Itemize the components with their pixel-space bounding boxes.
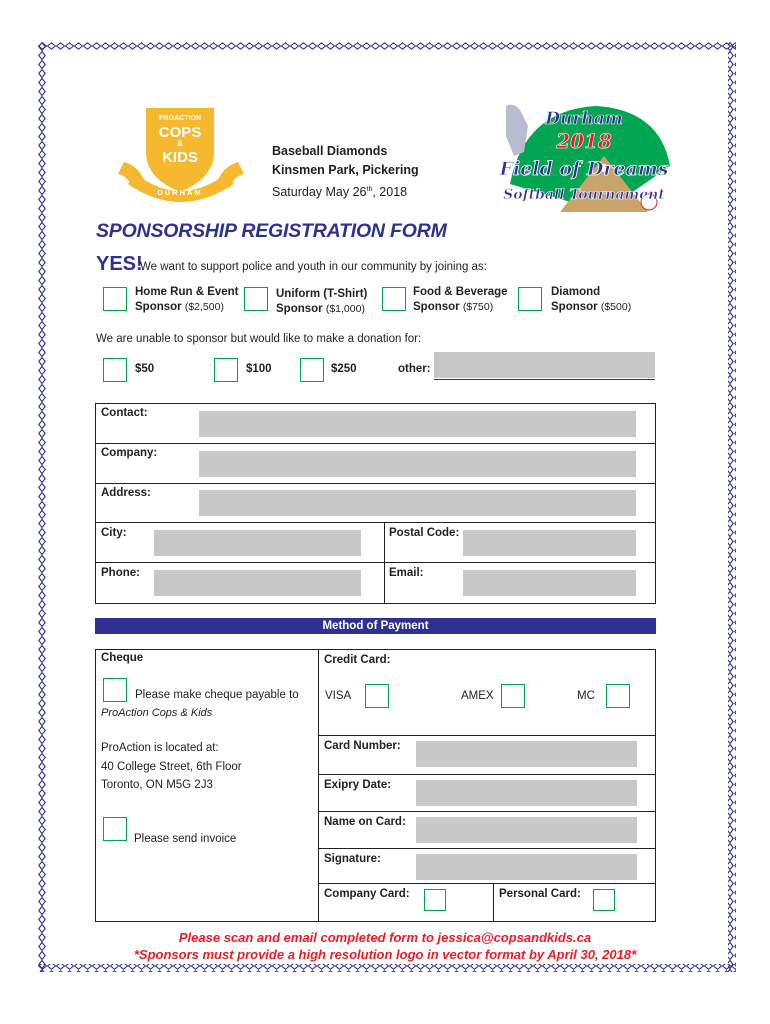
location-line2: 40 College Street, 6th Floor [101, 761, 242, 773]
donation-250-label: $250 [331, 363, 357, 375]
venue-line2: Kinsmen Park, Pickering [272, 163, 419, 177]
donation-100-label: $100 [246, 363, 272, 375]
donation-other-label: other: [398, 363, 431, 375]
invoice-label: Please send invoice [134, 833, 237, 845]
donation-50-checkbox[interactable] [103, 358, 127, 382]
mc-checkbox[interactable] [606, 684, 630, 708]
personal-card-label: Personal Card: [499, 888, 581, 900]
expiry-input[interactable] [416, 780, 637, 806]
yes-description: We want to support police and youth in our community by joining as: [140, 261, 487, 273]
donation-100-checkbox[interactable] [214, 358, 238, 382]
food-beverage-sponsor-label: Food & Beverage Sponsor ($750) [413, 286, 508, 313]
donation-250-checkbox[interactable] [300, 358, 324, 382]
invoice-checkbox[interactable] [103, 817, 127, 841]
visa-checkbox[interactable] [365, 684, 389, 708]
footer-logo-requirement: *Sponsors must provide a high resolution logo in vector format by April 30, 2018* [133, 947, 637, 962]
cheque-label: Cheque [101, 652, 144, 664]
form-title: SPONSORSHIP REGISTRATION FORM [96, 220, 447, 242]
cheque-payee: ProAction Cops & Kids [101, 707, 213, 719]
home-run-sponsor-checkbox[interactable] [103, 287, 127, 311]
credit-card-label: Credit Card: [324, 654, 391, 666]
svg-text:2018: 2018 [556, 129, 612, 153]
signature-label: Signature: [324, 853, 381, 865]
name-on-card-input[interactable] [416, 817, 637, 843]
cops-and-kids-logo [118, 104, 244, 202]
donation-other-underline [434, 379, 655, 380]
contact-input[interactable] [199, 411, 636, 437]
field-of-dreams-logo [484, 96, 684, 222]
company-card-label: Company Card: [324, 888, 410, 900]
svg-text:COPS: COPS [158, 124, 202, 141]
amex-checkbox[interactable] [501, 684, 525, 708]
location-line1: ProAction is located at: [101, 742, 219, 754]
visa-label: VISA [325, 690, 352, 702]
home-run-sponsor-label: Home Run & Event Sponsor ($2,500) [135, 286, 239, 313]
postal-code-label: Postal Code: [389, 527, 460, 539]
postal-code-input[interactable] [463, 530, 636, 556]
contact-label: Contact: [101, 407, 148, 419]
company-card-checkbox[interactable] [424, 889, 446, 911]
method-of-payment-heading: Method of Payment [95, 618, 656, 634]
footer-email-instruction: Please scan and email completed form to jessica@copsandkids.ca [178, 930, 592, 945]
svg-text:Softball Tournament: Softball Tournament [503, 187, 665, 203]
svg-text:Field of Dreams: Field of Dreams [499, 158, 669, 180]
uniform-sponsor-checkbox[interactable] [244, 287, 268, 311]
svg-text:KIDS: KIDS [162, 149, 198, 166]
event-details [272, 142, 419, 202]
expiry-label: Exipry Date: [324, 779, 392, 791]
location-line3: Toronto, ON M5G 2J3 [101, 779, 213, 791]
donation-50-label: $50 [135, 363, 155, 375]
city-label: City: [101, 527, 127, 539]
cheque-checkbox[interactable] [103, 678, 127, 702]
food-beverage-sponsor-checkbox[interactable] [382, 287, 406, 311]
phone-input[interactable] [154, 570, 361, 596]
email-input[interactable] [463, 570, 636, 596]
yes-label: YES! [96, 253, 143, 275]
personal-card-checkbox[interactable] [593, 889, 615, 911]
amex-label: AMEX [461, 690, 494, 702]
uniform-sponsor-label: Uniform (T-Shirt) Sponsor ($1,000) [276, 288, 368, 315]
donation-description: We are unable to sponsor but would like to make a donation for: [96, 333, 422, 345]
mc-label: MC [577, 690, 595, 702]
address-input[interactable] [199, 490, 636, 516]
address-label: Address: [101, 487, 151, 499]
venue-line1: Baseball Diamonds [272, 144, 388, 158]
diamond-sponsor-label: Diamond Sponsor ($500) [551, 286, 632, 313]
card-number-label: Card Number: [324, 740, 401, 752]
logo-top-text: PROACTION [159, 115, 201, 122]
svg-text:&: & [177, 139, 183, 148]
signature-input[interactable] [416, 854, 637, 880]
donation-other-input[interactable] [434, 352, 655, 378]
name-on-card-label: Name on Card: [324, 816, 406, 828]
company-label: Company: [101, 447, 158, 459]
svg-text:Durham: Durham [545, 109, 623, 129]
diamond-sponsor-checkbox[interactable] [518, 287, 542, 311]
card-number-input[interactable] [416, 741, 637, 767]
phone-label: Phone: [101, 567, 140, 579]
company-input[interactable] [199, 451, 636, 477]
city-input[interactable] [154, 530, 361, 556]
event-date: Saturday May 26th, 2018 [272, 185, 408, 200]
email-label: Email: [389, 567, 424, 579]
svg-text:DURHAM: DURHAM [157, 188, 203, 197]
cheque-instruction: Please make cheque payable to [135, 689, 299, 701]
